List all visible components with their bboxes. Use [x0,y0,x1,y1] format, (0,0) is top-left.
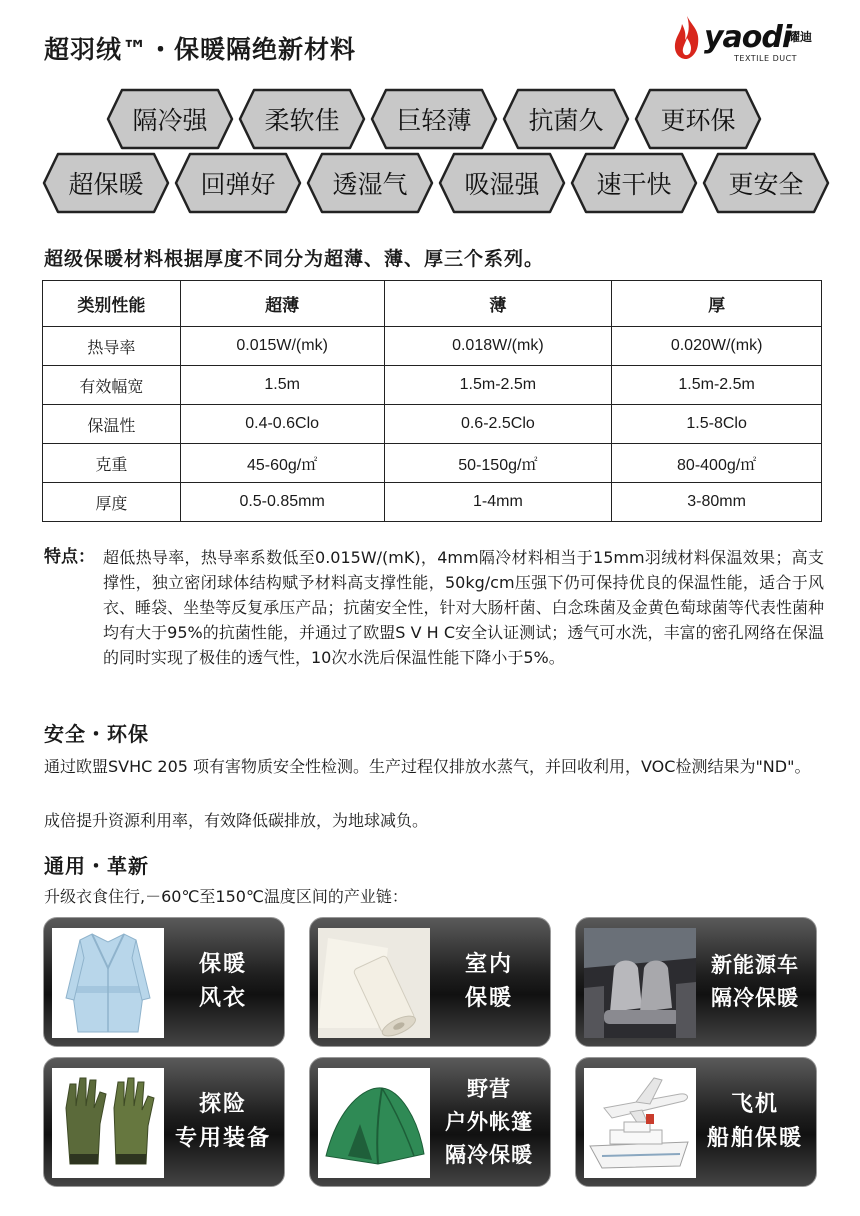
table-cell: 厚度 [43,483,181,522]
card-label [166,1058,280,1186]
wallpaper-roll-icon [318,928,430,1038]
feature-hex-badge [106,88,234,150]
feature-hex-label: 透湿气 [332,170,408,199]
application-card-expedition [43,1057,285,1187]
series-note: 超级保暖材料根据厚度不同分为超薄、薄、厚三个系列。 [44,248,545,270]
feature-hex-label: 隔冷强 [132,106,208,135]
feature-hex-badge [438,152,566,214]
card-label [432,918,546,1046]
card-label [432,1058,546,1186]
safety-paragraph-1: 通过欧盟SVHC 205 项有害物质安全性检测。生产过程仅排放水蒸气，并回收利用，VOC检测结果为"ND"。 [44,757,811,776]
feature-hex-label: 巨轻薄 [396,106,472,135]
table-cell: 0.015W/(mk) [180,327,384,366]
table-cell: 45-60g/㎡ [180,444,384,483]
features-label: 特点： [44,547,95,567]
application-card-indoor [309,917,551,1047]
application-card-coat [43,917,285,1047]
application-card-ev [575,917,817,1047]
universal-heading: 通用・革新 [44,854,149,878]
table-cell: 1.5-8Clo [612,405,822,444]
table-cell: 1.5m [180,366,384,405]
card-label [166,918,280,1046]
feature-hex-label: 更环保 [660,106,736,135]
feature-hex-badge [174,152,302,214]
card-label-line: 飞机 [730,1092,779,1117]
feature-hex-badge [370,88,498,150]
car-interior-icon [584,928,696,1038]
plane-ship-icon [584,1068,696,1178]
table-row [43,483,822,522]
feature-hex-label: 柔软佳 [264,106,340,135]
feature-hex-badge [238,88,366,150]
table-cell: 80-400g/㎡ [612,444,822,483]
feature-hex-label: 速干快 [596,170,672,199]
table-header-cell: 厚 [612,281,822,327]
card-label-line: 船舶保暖 [706,1126,803,1151]
table-cell: 0.4-0.6Clo [180,405,384,444]
table-cell: 50-150g/㎡ [384,444,612,483]
table-row [43,405,822,444]
card-label-line: 保暖 [198,952,247,977]
feature-hex-label: 抗菌久 [528,106,604,135]
card-label [698,1058,812,1186]
safety-paragraph-2: 成倍提升资源利用率，有效降低碳排放，为地球减负。 [44,811,429,830]
table-header-cell: 类别性能 [43,281,181,327]
table-cell: 1-4mm [384,483,612,522]
table-cell: 3-80mm [612,483,822,522]
feature-hex-badge [306,152,434,214]
table-cell: 0.6-2.5Clo [384,405,612,444]
card-label-line: 新能源车 [711,953,799,977]
features-text: 超低热导率，热导率系数低至0.015W/(mK)，4mm隔冷材料相当于15mm羽绒材料保温效果；高支撑性，独立密闭球体结构赋予材料高支撑性能，50kg/cm压强下仍可保持优良的保温性能，适合于风衣、睡袋、坐垫等反复承压产品；抗菌安全性，针对大肠杆菌、白念珠菌及金黄色萄球菌等代表性菌种均有大于95%的抗菌性能，并通过了欧盟S V H C安全认证测试；透气可水洗，丰富的密孔网络在保温的同时实现了极佳的透气性，10次水洗后保温性能下降小于5%。 [103,548,824,667]
feature-hex-badge [570,152,698,214]
card-label-line: 隔冷保暖 [445,1142,533,1167]
logo-subtitle: TEXTILE DUCT [734,54,798,63]
table-row [43,444,822,483]
table-cell: 1.5m-2.5m [384,366,612,405]
table-cell: 1.5m-2.5m [612,366,822,405]
table-cell: 克重 [43,444,181,483]
table-header-row [43,281,822,327]
table-header-cell: 超薄 [180,281,384,327]
universal-subtitle: 升级衣食住行,－60℃至150℃温度区间的产业链： [44,887,408,906]
feature-hex-badge [42,152,170,214]
table-cell: 0.018W/(mk) [384,327,612,366]
brand-logo [672,14,822,64]
table-cell: 0.5-0.85mm [180,483,384,522]
application-card-aircraft-ship [575,1057,817,1187]
logo-chinese-name: 耀迪 [788,30,813,44]
gloves-icon [52,1068,164,1178]
safety-heading: 安全・环保 [44,722,149,746]
card-label [698,918,812,1046]
card-label-line: 探险 [198,1092,247,1117]
table-header-cell: 薄 [384,281,612,327]
card-label-line: 野营 [467,1076,511,1101]
feature-hex-label: 回弹好 [200,170,276,199]
card-label-line: 保暖 [464,986,513,1011]
table-cell: 热导率 [43,327,181,366]
tent-icon [318,1068,430,1178]
feature-hex-badge [502,88,630,150]
table-row [43,366,822,405]
feature-hex-badge [634,88,762,150]
features-section [44,545,824,670]
logo-wordmark: yaodi [704,20,792,55]
table-cell: 0.020W/(mk) [612,327,822,366]
card-label-line: 专用装备 [174,1126,271,1151]
table-row [43,327,822,366]
table-cell: 有效幅宽 [43,366,181,405]
flame-icon [672,14,702,60]
feature-hex-label: 吸湿强 [464,170,540,199]
coat-icon [52,928,164,1038]
feature-hex-label: 更安全 [728,170,804,199]
card-label-line: 风衣 [198,986,247,1011]
card-label-line: 室内 [464,952,513,977]
page-title: 超羽绒™・保暖隔绝新材料 [44,35,357,64]
application-card-camping [309,1057,551,1187]
feature-hex-badge [702,152,830,214]
table-cell: 保温性 [43,405,181,444]
spec-table [42,280,822,522]
card-label-line: 隔冷保暖 [711,986,799,1010]
card-label-line: 户外帐篷 [445,1109,533,1134]
feature-hex-label: 超保暖 [68,170,144,199]
